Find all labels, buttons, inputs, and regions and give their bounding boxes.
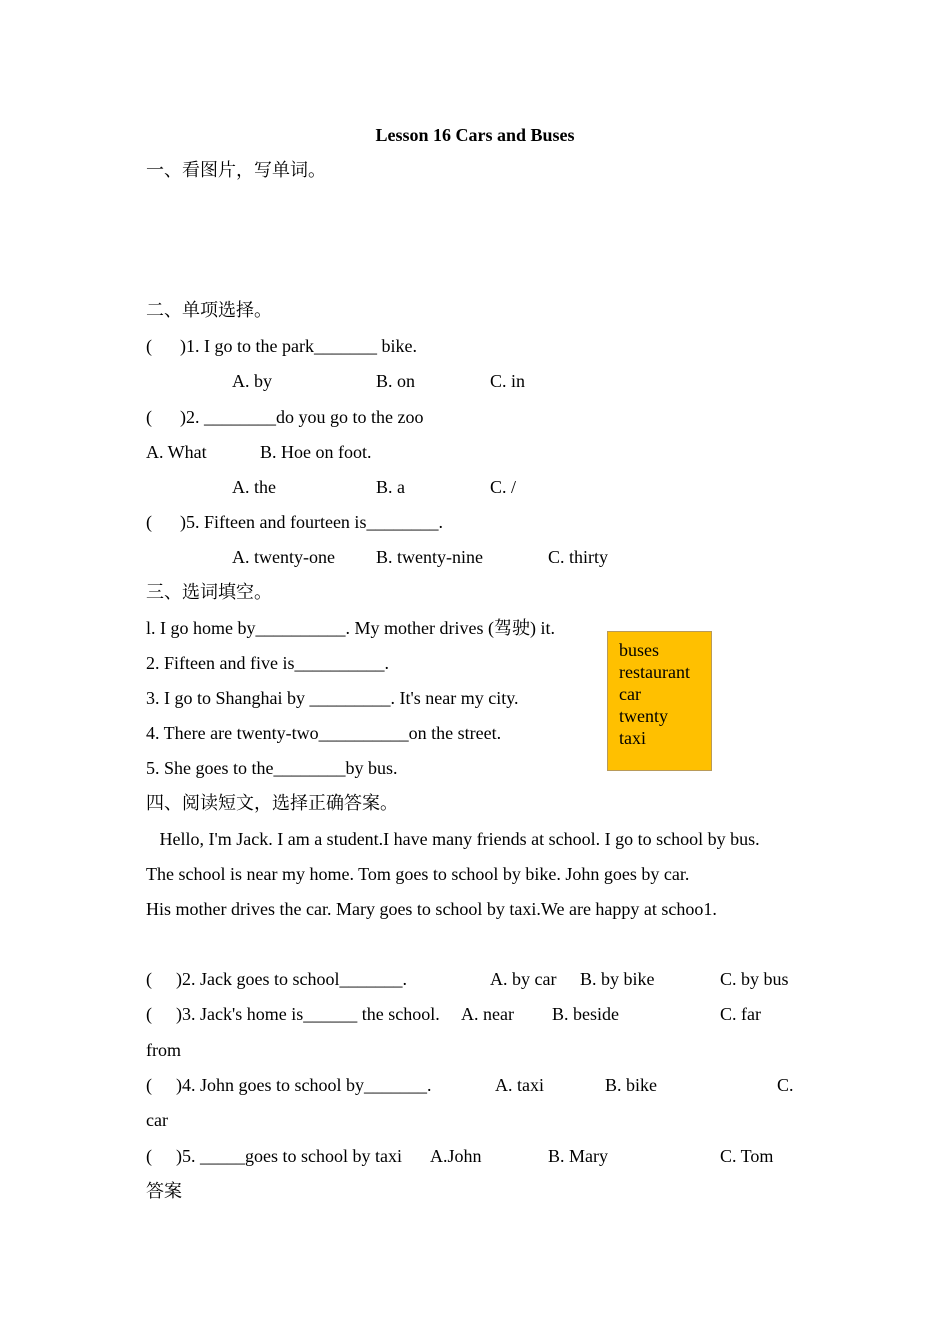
s3-item-2: 2. Fifteen and five is__________. — [146, 653, 389, 673]
s2-q1-paren: ( — [146, 336, 152, 356]
s2-q2-paren: ( — [146, 407, 152, 427]
s4-q2-option-b: B. by bike — [580, 969, 655, 989]
section2-heading: 二、单项选择。 — [146, 300, 272, 320]
s3-item-4: 4. There are twenty-two__________on the street. — [146, 723, 502, 743]
s4-q4-option-b: B. bike — [605, 1075, 657, 1095]
word-bank-item: buses — [619, 640, 659, 660]
s2-q2-option-b: B. a — [376, 477, 405, 497]
s4-q5-stem: )5. _____goes to school by taxi — [176, 1146, 402, 1166]
s2-q5-option-b: B. twenty-nine — [376, 547, 483, 567]
s4-q3-option-b: B. beside — [552, 1004, 619, 1024]
word-bank-item: car — [619, 684, 641, 704]
s2-q1-option-a: A. by — [232, 371, 272, 391]
s4-q2-option-a: A. by car — [490, 969, 557, 989]
word-bank-box — [607, 631, 712, 771]
word-bank-item: twenty — [619, 706, 668, 726]
word-bank-item: restaurant — [619, 662, 690, 682]
s4-q3-option-a: A. near — [461, 1004, 514, 1024]
section4-heading: 四、阅读短文，选择正确答案。 — [146, 793, 398, 813]
s4-q4-option-a: A. taxi — [495, 1075, 544, 1095]
s2-q5-option-a: A. twenty-one — [232, 547, 335, 567]
s2-q2-option-c: C. / — [490, 477, 517, 497]
s3-item-1: l. I go home by__________. My mother drives (驾驶) it. — [146, 618, 555, 638]
s2-q5-option-c: C. thirty — [548, 547, 609, 567]
s2-q1-stem: )1. I go to the park_______ bike. — [180, 336, 417, 356]
section1-heading: 一、看图片，写单词。 — [146, 160, 326, 180]
passage-line-2: The school is near my home. Tom goes to school by bike. John goes by car. — [146, 864, 690, 884]
s4-q4-stem: )4. John goes to school by_______. — [176, 1075, 432, 1095]
s4-q2-paren: ( — [146, 969, 152, 989]
s2-q5-paren: ( — [146, 512, 152, 532]
s4-q4-paren: ( — [146, 1075, 152, 1095]
s4-q4-continuation: car — [146, 1110, 168, 1130]
s4-q3-continuation: from — [146, 1040, 181, 1060]
s2-q5-stem: )5. Fifteen and fourteen is________. — [180, 512, 443, 532]
s4-q5-option-a: A.John — [430, 1146, 482, 1166]
s2-q1-option-b: B. on — [376, 371, 416, 391]
s4-q2-stem: )2. Jack goes to school_______. — [176, 969, 407, 989]
s4-q3-paren: ( — [146, 1004, 152, 1024]
page-title: Lesson 16 Cars and Buses — [375, 125, 575, 145]
s2-q2-line2-a: A. What — [146, 442, 207, 462]
answers-heading: 答案 — [146, 1181, 182, 1201]
s4-q5-option-c: C. Tom — [720, 1146, 774, 1166]
passage-line-3: His mother drives the car. Mary goes to school by taxi.We are happy at schoo1. — [146, 899, 717, 919]
s3-item-5: 5. She goes to the________by bus. — [146, 758, 398, 778]
s3-item-3: 3. I go to Shanghai by _________. It's near my city. — [146, 688, 519, 708]
s4-q2-option-c: C. by bus — [720, 969, 789, 989]
s2-q2-option-a: A. the — [232, 477, 276, 497]
s4-q4-option-c: C. — [777, 1075, 794, 1095]
section3-heading: 三、选词填空。 — [146, 582, 272, 602]
passage-line-1: Hello, I'm Jack. I am a student.I have many friends at school. I go to school by bus. — [146, 829, 760, 849]
s4-q5-option-b: B. Mary — [548, 1146, 608, 1166]
s2-q1-option-c: C. in — [490, 371, 526, 391]
s4-q5-paren: ( — [146, 1146, 152, 1166]
s4-q3-stem: )3. Jack's home is______ the school. — [176, 1004, 440, 1024]
s2-q2-stem: )2. ________do you go to the zoo — [180, 407, 424, 427]
word-bank-item: taxi — [619, 728, 646, 748]
s4-q3-option-c: C. far — [720, 1004, 761, 1024]
s2-q2-line2-b: B. Hoe on foot. — [260, 442, 372, 462]
